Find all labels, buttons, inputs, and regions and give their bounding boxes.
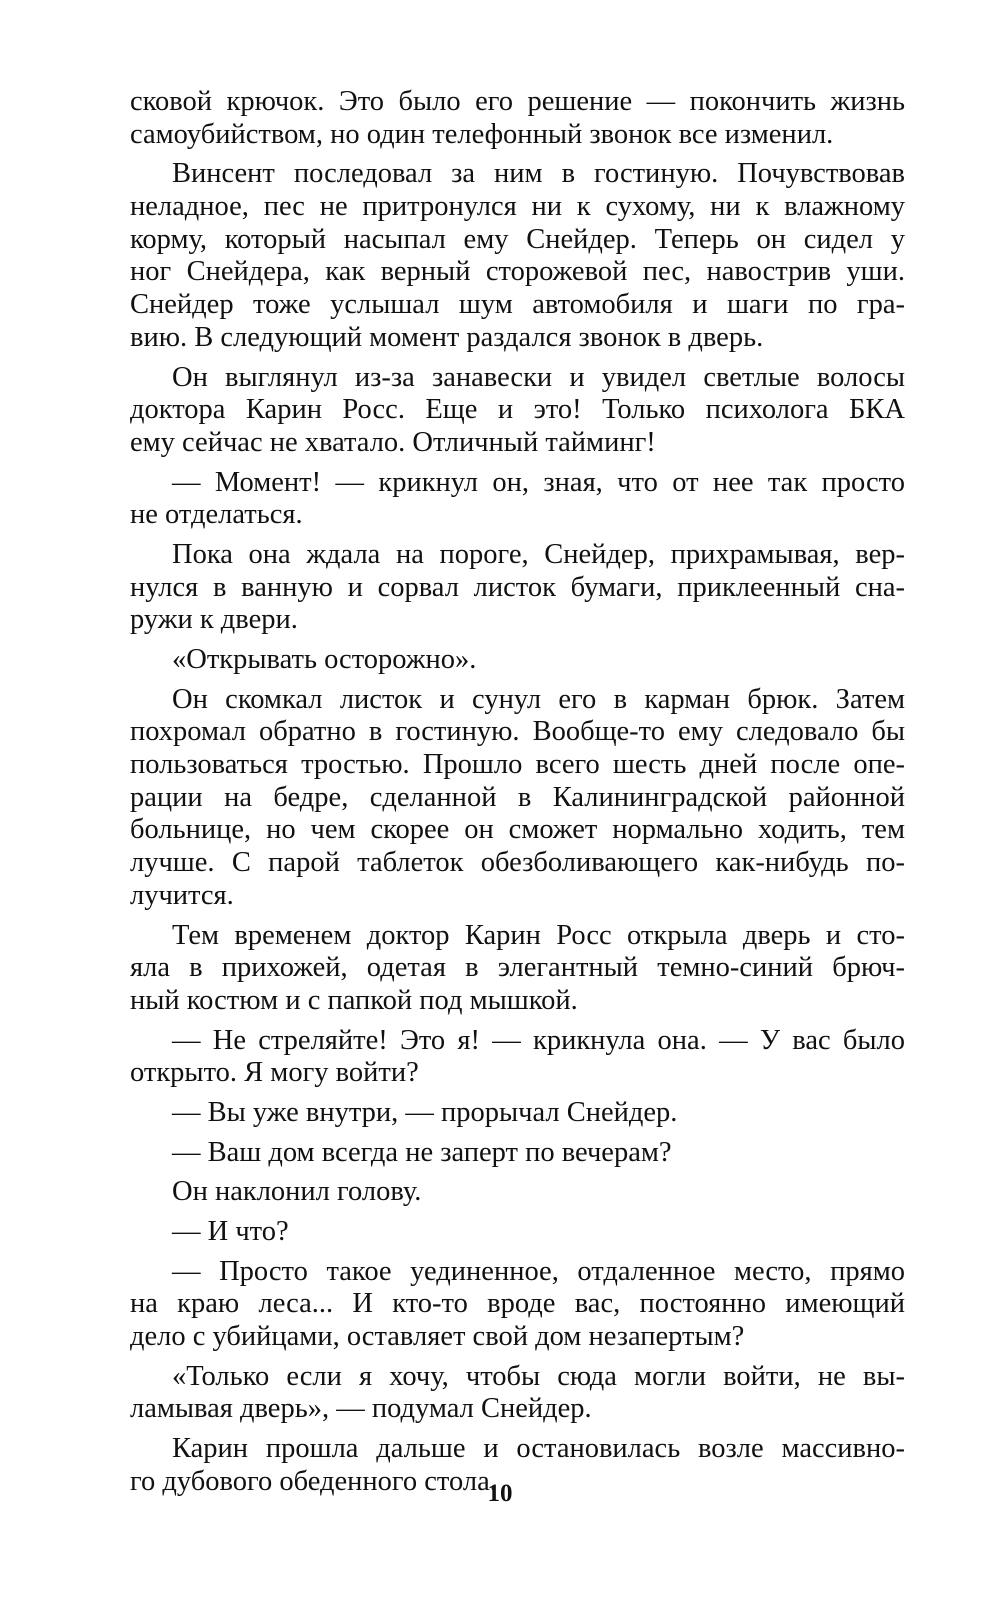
paragraph-gap bbox=[130, 532, 905, 539]
text-line: Он наклонил голову. bbox=[172, 1176, 422, 1208]
paragraph bbox=[130, 1361, 905, 1426]
text-line: ружи к двери. bbox=[130, 604, 298, 636]
paragraph-gap bbox=[130, 355, 905, 362]
text-line: ему сейчас не хватало. Отличный тайминг! bbox=[130, 426, 656, 458]
text-line: неладное, пес не притронулся ни к сухому, ни к влажному bbox=[130, 191, 905, 223]
paragraph-gap bbox=[130, 1169, 905, 1176]
text-line: — Момент! — крикнул он, зная, что от нее так просто bbox=[172, 466, 905, 498]
text-line: корму, который насыпал ему Снейдер. Теперь он сидел у bbox=[130, 223, 905, 255]
paragraph bbox=[130, 684, 905, 913]
text-line: лучше. С парой таблеток обезболивающего как-нибудь по- bbox=[130, 847, 905, 879]
paragraph bbox=[130, 467, 905, 532]
paragraph bbox=[130, 1176, 905, 1209]
text-line: Он выглянул из-за занавески и увидел светлые волосы bbox=[172, 361, 905, 393]
text-line: ламывая дверь», — подумал Снейдер. bbox=[130, 1393, 592, 1425]
text-line: ног Снейдера, как верный сторожевой пес, навострив уши. bbox=[130, 256, 905, 288]
paragraph bbox=[130, 1097, 905, 1130]
paragraph-gap bbox=[130, 637, 905, 644]
paragraph-gap bbox=[130, 1249, 905, 1256]
paragraph bbox=[130, 1025, 905, 1090]
text-line: больнице, но чем скорее он сможет нормально ходить, тем bbox=[130, 814, 905, 846]
text-line: нулся в ванную и сорвал листок бумаги, приклеенный сна- bbox=[130, 571, 905, 603]
text-line: пользоваться тростью. Прошло всего шесть дней после опе- bbox=[130, 749, 905, 781]
text-line: Снейдер тоже услышал шум автомобиля и шаги по гра- bbox=[130, 289, 905, 321]
paragraph-gap bbox=[130, 1209, 905, 1216]
text-line: «Только если я хочу, чтобы сюда могли войти, не вы- bbox=[172, 1360, 905, 1392]
paragraph bbox=[130, 1256, 905, 1354]
text-line: Винсент последовал за ним в гостиную. Почувствовав bbox=[172, 158, 905, 190]
text-line: вию. В следующий момент раздался звонок в дверь. bbox=[130, 321, 764, 353]
text-line: лучится. bbox=[130, 879, 234, 911]
paragraph bbox=[130, 158, 905, 354]
text-line: — И что? bbox=[172, 1216, 289, 1247]
text-line: открыто. Я могу войти? bbox=[130, 1057, 419, 1089]
text-line: — Не стреляйте! Это я! — крикнула она. — У вас было bbox=[172, 1024, 905, 1056]
text-line: Пока она ждала на пороге, Снейдер, прихрамывая, вер- bbox=[172, 538, 905, 570]
paragraph bbox=[130, 1137, 905, 1170]
text-line: — Вы уже внутри, — прорычал Снейдер. bbox=[172, 1096, 678, 1128]
paragraph-gap bbox=[130, 1018, 905, 1025]
text-line: похромал обратно в гостиную. Вообще-то ему следовало бы bbox=[130, 716, 905, 748]
page-text bbox=[130, 86, 905, 1499]
text-line: ный костюм и с папкой под мышкой. bbox=[130, 984, 578, 1016]
paragraph-gap bbox=[130, 1354, 905, 1361]
text-line: не отделаться. bbox=[130, 499, 303, 531]
text-line: го дубового обеденного стола. bbox=[130, 1465, 497, 1497]
text-line: Карин прошла дальше и остановилась возле массивно- bbox=[172, 1433, 905, 1465]
text-line: на краю леса... И кто-то вроде вас, постоянно имеющий bbox=[130, 1288, 905, 1320]
paragraph bbox=[130, 920, 905, 1018]
text-line: яла в прихожей, одетая в элегантный темно-синий брюч- bbox=[130, 952, 905, 984]
text-line: самоубийством, но один телефонный звонок все изменил. bbox=[130, 118, 834, 150]
paragraph-gap bbox=[130, 1130, 905, 1137]
text-line: доктора Карин Росс. Еще и это! Только психолога БКА bbox=[130, 394, 905, 426]
text-line: — Ваш дом всегда не заперт по вечерам? bbox=[172, 1136, 672, 1168]
text-line: рации на бедре, сделанной в Калининградской районной bbox=[130, 781, 905, 813]
paragraph-gap bbox=[130, 1090, 905, 1097]
text-line: «Открывать осторожно». bbox=[172, 644, 477, 675]
text-line: Тем временем доктор Карин Росс открыла дверь и сто- bbox=[172, 919, 905, 951]
paragraph-gap bbox=[130, 460, 905, 467]
text-line: Он скомкал листок и сунул его в карман брюк. Затем bbox=[172, 683, 905, 715]
paragraph-gap bbox=[130, 1426, 905, 1433]
paragraph-gap bbox=[130, 151, 905, 158]
page-number: 10 bbox=[487, 1480, 513, 1507]
paragraph bbox=[130, 1216, 905, 1249]
paragraph bbox=[130, 362, 905, 460]
text-line: сковой крючок. Это было его решение — покончить жизнь bbox=[130, 86, 905, 117]
text-line: дело с убийцами, оставляет свой дом незапертым? bbox=[130, 1321, 745, 1353]
paragraph-gap bbox=[130, 677, 905, 684]
paragraph bbox=[130, 644, 905, 677]
text-line: — Просто такое уединенное, отдаленное место, прямо bbox=[172, 1255, 905, 1287]
paragraph bbox=[130, 539, 905, 637]
paragraph-gap bbox=[130, 913, 905, 920]
paragraph bbox=[130, 86, 905, 151]
